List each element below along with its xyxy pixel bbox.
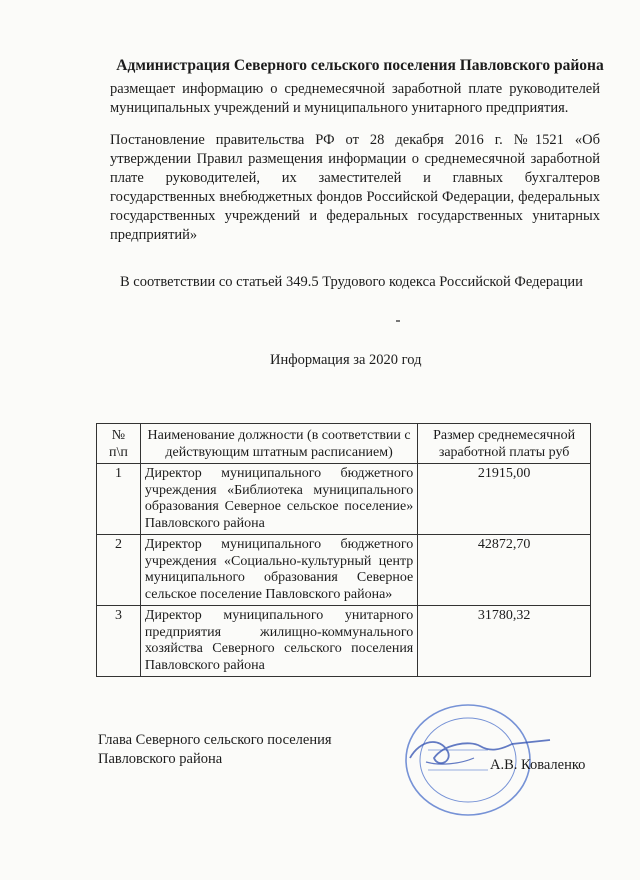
table-row [97,535,591,606]
row-salary: 31780,32 [418,606,591,677]
row-number: 3 [97,606,141,677]
row-number: 1 [97,464,141,535]
table-row [97,464,591,535]
signature-block [98,731,332,769]
salary-table [96,423,591,677]
header-salary: Размер среднемесячной заработной платы руб [418,424,591,464]
row-position: Директор муниципального бюджетного учреждения «Библиотека муниципального образования Северное сельское поселение» Павловского района [140,464,417,535]
row-salary: 42872,70 [418,535,591,606]
row-number: 2 [97,535,141,606]
header-position: Наименование должности (в соответствии с действующим штатным расписанием) [140,424,417,464]
table-row [97,606,591,677]
signer-name: А.В. Коваленко [490,757,586,773]
row-position: Директор муниципального унитарного предприятия жилищно-коммунального хозяйства Северного сельского поселения Павловского района [140,606,417,677]
table-header-row [97,424,591,464]
header-number: № п\п [97,424,141,464]
row-position: Директор муниципального бюджетного учреждения «Социально-культурный центр муниципального образования Северное сельское поселение Павловского района» [140,535,417,606]
intro-paragraph: размещает информацию о среднемесячной заработной плате руководителей муниципальных учреждений и муниципального унитарного предприятия. [110,81,600,116]
row-salary: 21915,00 [418,464,591,535]
signature-title-line2: Павловского района [98,751,223,767]
decree-paragraph: Постановление правительства РФ от 28 декабря 2016 г. №1521 «Об утверждении Правил размещения информации о среднемесячной заработной плате руководителей, их заместителей и главных бухгалтеров государственных внебюджетных фондов Российской Федерации, федеральных государственных учреждений и федеральных государственных унитарных предприятий» [110,132,600,243]
info-heading: Информация за 2020 год [270,352,422,368]
article-reference: В соответствии со статьей 349.5 Трудового кодекса Российской Федерации [120,274,583,290]
signature-title-line1: Глава Северного сельского поселения [98,732,332,748]
scan-speck [396,320,400,322]
document-title: Администрация Северного сельского поселения Павловского района [116,57,604,74]
